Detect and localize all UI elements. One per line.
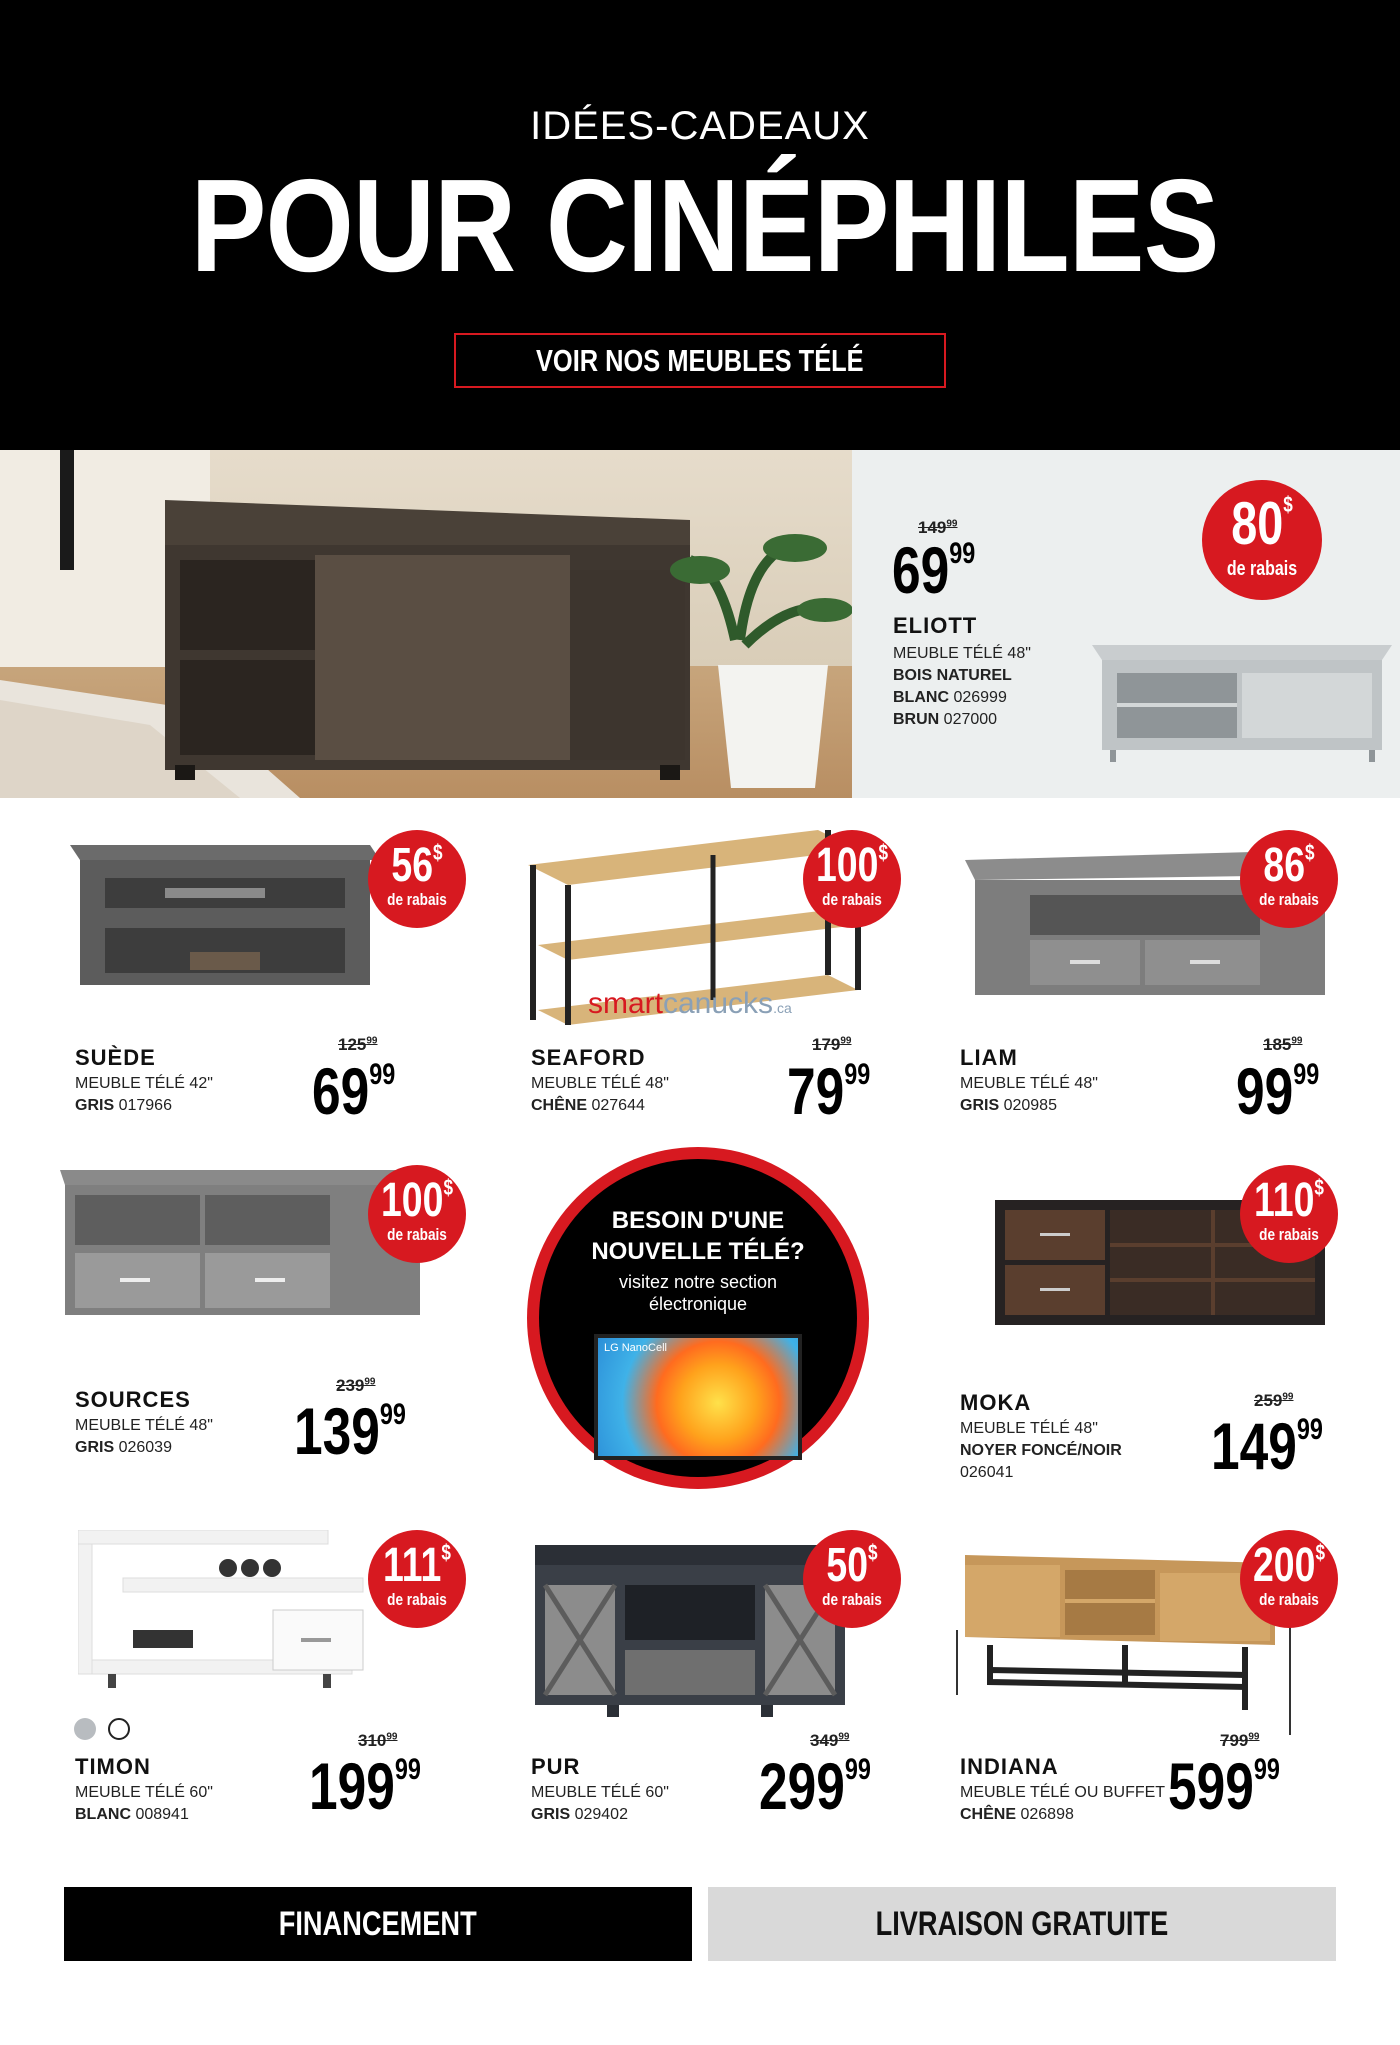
timon-illustration — [78, 1530, 378, 1695]
financing-button[interactable] — [64, 1887, 692, 1961]
liam-old-price: $185^{99}$ — [1263, 1035, 1303, 1054]
hero-product-name: ELIOTT — [893, 613, 978, 638]
moka-name: MOKA — [960, 1390, 1032, 1415]
suede-name: SUÈDE — [75, 1045, 156, 1070]
indiana-desc: MEUBLE TÉLÉ OU BUFFET CHÊNE 026898 — [960, 1784, 1166, 1823]
page-header — [0, 0, 1400, 450]
suede-illustration — [70, 840, 390, 1000]
pur-name: PUR — [531, 1754, 581, 1779]
pur-price: $299^{99}$ — [759, 1749, 871, 1823]
moka-discount-badge: 110$ de rabais — [1240, 1165, 1338, 1263]
liam-price: $99^{99}$ — [1236, 1054, 1320, 1128]
moka-desc: MEUBLE TÉLÉ 48" NOYER FONCÉ/NOIR 026041 — [960, 1420, 1122, 1481]
pur-old-price: $349^{99}$ — [810, 1731, 850, 1750]
seaford-discount-badge: 100$ de rabais — [803, 830, 901, 928]
hero-price: $69^{99}$ — [892, 533, 976, 607]
sources-name: SOURCES — [75, 1387, 191, 1412]
view-tv-furniture-button[interactable] — [454, 333, 946, 388]
color-swatch-grey[interactable] — [74, 1718, 96, 1740]
timon-old-price: $310^{99}$ — [358, 1731, 398, 1750]
indiana-price: $599^{99}$ — [1168, 1749, 1280, 1823]
suede-price: $69^{99}$ — [312, 1054, 396, 1128]
liam-name: LIAM — [960, 1045, 1018, 1070]
header-kicker: IDÉES-CADEAUX — [530, 104, 870, 148]
seaford-price: $79^{99}$ — [787, 1054, 871, 1128]
sources-discount-badge: 100$ de rabais — [368, 1165, 466, 1263]
hero-tv-stand-illustration — [0, 450, 852, 798]
seaford-old-price: $179^{99}$ — [812, 1035, 852, 1054]
timon-name: TIMON — [75, 1754, 151, 1779]
watermark: smartcanucks.ca — [588, 987, 792, 1020]
indiana-name: INDIANA — [960, 1754, 1059, 1779]
cta-label: VOIR NOS MEUBLES TÉLÉ — [536, 342, 864, 378]
delivery-label: LIVRAISON GRATUITE — [875, 1904, 1169, 1943]
tv-promo-heading: BESOIN D'UNE NOUVELLE TÉLÉ? — [591, 1207, 805, 1265]
seaford-name: SEAFORD — [531, 1045, 646, 1070]
seaford-desc: MEUBLE TÉLÉ 48" CHÊNE 027644 — [531, 1075, 669, 1114]
timon-desc: MEUBLE TÉLÉ 60" BLANC 008941 — [75, 1784, 213, 1823]
liam-desc: MEUBLE TÉLÉ 48" GRIS 020985 — [960, 1075, 1098, 1114]
timon-discount-badge: 111$ de rabais — [368, 1530, 466, 1628]
pur-desc: MEUBLE TÉLÉ 60" GRIS 029402 — [531, 1784, 669, 1823]
sources-old-price: $239^{99}$ — [336, 1376, 376, 1395]
financing-label: FINANCEMENT — [279, 1904, 477, 1943]
sources-desc: MEUBLE TÉLÉ 48" GRIS 026039 — [75, 1417, 213, 1456]
hero-product-desc: MEUBLE TÉLÉ 48" BOIS NATUREL BLANC 026999 BRUN 027000 — [893, 645, 1031, 728]
liam-discount-badge: 86$ de rabais — [1240, 830, 1338, 928]
color-swatch-white[interactable] — [108, 1718, 130, 1740]
indiana-old-price: $799^{99}$ — [1220, 1731, 1260, 1750]
suede-old-price: $125^{99}$ — [338, 1035, 378, 1054]
header-title: POUR CINÉPHILES — [190, 152, 1219, 299]
pur-discount-badge: 50$ de rabais — [803, 1530, 901, 1628]
moka-old-price: $259^{99}$ — [1254, 1391, 1294, 1410]
hero-image — [0, 450, 852, 798]
sources-price: $139^{99}$ — [294, 1394, 406, 1468]
hero-product-panel — [852, 450, 1400, 798]
tv-screen-image — [594, 1334, 802, 1460]
suede-discount-badge: 56$ de rabais — [368, 830, 466, 928]
eliott-illustration — [1092, 635, 1392, 775]
hero-old-price: $149^{99}$ — [918, 518, 958, 537]
tv-promo-circle[interactable] — [527, 1147, 869, 1489]
hero-discount-badge: 80$ de rabais — [1202, 480, 1322, 600]
tv-brand-label: LG NanoCell — [604, 1342, 667, 1354]
free-delivery-button[interactable] — [708, 1887, 1336, 1961]
timon-price: $199^{99}$ — [309, 1749, 421, 1823]
indiana-discount-badge: 200$ de rabais — [1240, 1530, 1338, 1628]
tv-promo-subtext: visitez notre section électronique — [618, 1272, 778, 1314]
suede-desc: MEUBLE TÉLÉ 42" GRIS 017966 — [75, 1075, 213, 1114]
sources-illustration — [60, 1165, 420, 1325]
pur-illustration — [535, 1545, 845, 1720]
moka-price: $149^{99}$ — [1211, 1409, 1323, 1483]
